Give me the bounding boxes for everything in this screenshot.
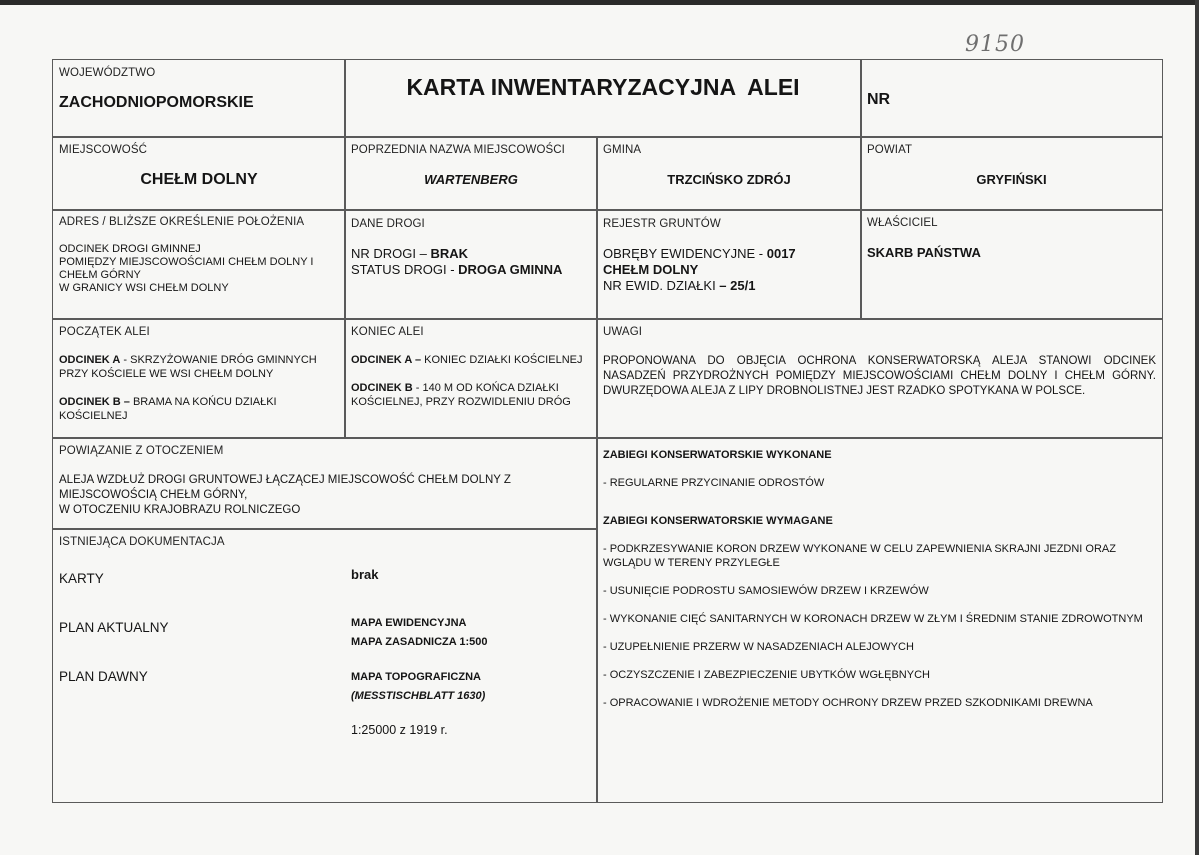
plan-dawny-label: PLAN DAWNY <box>59 669 148 684</box>
powiat-value: GRYFIŃSKI <box>976 172 1047 187</box>
scan-top-edge <box>0 0 1199 5</box>
miejscowosc-label: MIEJSCOWOŚĆ <box>59 144 147 156</box>
nr-drogi-prefix: NR DROGI – <box>351 246 431 261</box>
poczatek-odcinek-b-text: BRAMA NA KOŃCU DZIAŁKI KOŚCIELNEJ <box>59 396 277 422</box>
dzialki-prefix: NR EWID. DZIAŁKI <box>603 278 720 293</box>
gmina-label: GMINA <box>603 144 642 156</box>
miejscowosc-value: CHEŁM DOLNY <box>140 171 258 188</box>
status-drogi-prefix: STATUS DROGI - <box>351 262 459 277</box>
powiat-label: POWIAT <box>867 144 913 156</box>
zabiegi-wymagane-label: ZABIEGI KONSERWATORSKIE WYMAGANE <box>603 515 833 527</box>
koniec-odcinek-a <box>351 353 591 367</box>
gmina-cell <box>596 136 862 211</box>
poczatek-alei-label: POCZĄTEK ALEI <box>59 326 150 338</box>
powiazanie-text-2: W OTOCZENIU KRAJOBRAZU ROLNICZEGO <box>59 504 301 516</box>
gmina-value: TRZCIŃSKO ZDRÓJ <box>667 172 791 187</box>
adres-line-4: W GRANICY WSI CHEŁM DOLNY <box>59 282 229 294</box>
plan-dawny-line-2: (MESSTISCHBLATT 1630) <box>351 690 486 702</box>
wojewodztwo-value: ZACHODNIOPOMORSKIE <box>59 94 254 111</box>
uwagi-label: UWAGI <box>603 326 643 338</box>
zabiegi-wymagane-item: - UZUPEŁNIENIE PRZERW W NASADZENIACH ALEJOWYCH <box>603 641 914 653</box>
zabiegi-wymagane-item: - OCZYSZCZENIE I ZABEZPIECZENIE UBYTKÓW WGŁĘBNYCH <box>603 669 930 681</box>
obreby-line <box>603 246 855 262</box>
adres-label: ADRES / BLIŻSZE OKREŚLENIE POŁOŻENIA <box>59 216 305 228</box>
dane-drogi-cell <box>344 209 598 320</box>
karty-value: brak <box>351 567 379 582</box>
powiazanie-label: POWIĄZANIE Z OTOCZENIEM <box>59 445 224 457</box>
wlasciciel-label: WŁAŚCICIEL <box>867 217 938 229</box>
uwagi-cell <box>596 318 1163 439</box>
poczatek-alei-cell <box>52 318 346 439</box>
zabiegi-cell <box>596 437 1163 803</box>
koniec-alei-label: KONIEC ALEI <box>351 326 424 338</box>
zabiegi-wymagane-item: - WYKONANIE CIĘĆ SANITARNYCH W KORONACH DRZEW W ZŁYM I ŚREDNIM STANIE ZDROWOTNYM <box>603 613 1143 625</box>
plan-dawny-line-1: MAPA TOPOGRAFICZNA <box>351 671 481 683</box>
koniec-odcinek-a-text: KONIEC DZIAŁKI KOŚCIELNEJ <box>421 354 583 366</box>
scan-right-edge <box>1195 0 1199 855</box>
karty-label: KARTY <box>59 571 104 586</box>
nr-drogi-value: BRAK <box>430 246 469 261</box>
nr-drogi-line <box>351 246 591 262</box>
wojewodztwo-cell <box>52 59 346 138</box>
dzialki-value: – 25/1 <box>719 278 756 293</box>
poczatek-odcinek-a-text: - SKRZYŻOWANIE DRÓG GMINNYCH PRZY KOŚCIELE WE WSI CHEŁM DOLNY <box>59 354 317 380</box>
poczatek-odcinek-a-label: ODCINEK A <box>59 354 121 366</box>
wlasciciel-cell <box>860 209 1163 320</box>
poczatek-odcinek-b-label: ODCINEK B – <box>59 396 130 408</box>
adres-line-1: ODCINEK DROGI GMINNEJ <box>59 243 201 255</box>
poczatek-odcinek-b <box>59 395 339 423</box>
poprzednia-nazwa-cell <box>344 136 598 211</box>
powiat-cell <box>860 136 1163 211</box>
zabiegi-wymagane-item: - PODKRZESYWANIE KORON DRZEW WYKONANE W CELU ZAPEWNIENIA SKRAJNI JEZDNI ORAZ WGLĄDU W TERENY PRZYLEGŁE <box>603 543 1116 569</box>
powiazanie-cell <box>52 437 598 530</box>
uwagi-text: PROPONOWANA DO OBJĘCIA OCHRONA KONSERWATORSKĄ ALEJA STANOWI ODCINEK NASADZEŃ PRZYDROŻNYCH POMIĘDZY MIEJSCOWOŚCIAMI CHEŁM DOLNY I CHEŁM GÓRNY. DWURZĘDOWA ALEJA Z LIPY DROBNOLISTNEJ JEST RZADKO SPOTYKANA W POLSCE. <box>603 355 1156 397</box>
dokumentacja-cell <box>52 528 598 803</box>
obreby-value: 0017 <box>766 246 796 261</box>
zabiegi-wymagane-item: - OPRACOWANIE I WDROŻENIE METODY OCHRONY DRZEW PRZED SZKODNIKAMI DREWNA <box>603 697 1093 709</box>
dzialki-line <box>603 278 855 294</box>
koniec-odcinek-b-label: ODCINEK B <box>351 382 413 394</box>
page-title: KARTA INWENTARYZACYJNA ALEI <box>406 74 800 100</box>
koniec-odcinek-a-label: ODCINEK A – <box>351 354 422 366</box>
poczatek-odcinek-a <box>59 353 339 381</box>
poprzednia-nazwa-label: POPRZEDNIA NAZWA MIEJSCOWOŚCI <box>351 144 565 156</box>
nr-cell <box>860 59 1163 138</box>
poprzednia-nazwa-value: WARTENBERG <box>424 172 518 187</box>
wojewodztwo-label: WOJEWÓDZTWO <box>59 67 156 79</box>
koniec-odcinek-b <box>351 381 591 409</box>
adres-line-3: CHEŁM GÓRNY <box>59 269 141 281</box>
dokumentacja-label: ISTNIEJĄCA DOKUMENTACJA <box>59 536 225 548</box>
status-drogi-line <box>351 262 591 278</box>
obreby-name: CHEŁM DOLNY <box>603 262 699 277</box>
adres-line-2: POMIĘDZY MIEJSCOWOŚCIAMI CHEŁM DOLNY I <box>59 256 314 268</box>
obreby-prefix: OBRĘBY EWIDENCYJNE - <box>603 246 767 261</box>
plan-dawny-line-3: 1:25000 z 1919 r. <box>351 723 448 737</box>
zabiegi-wykonane-item: - REGULARNE PRZYCINANIE ODROSTÓW <box>603 477 825 489</box>
wlasciciel-value: SKARB PAŃSTWA <box>867 245 981 260</box>
rejestr-gruntow-label: REJESTR GRUNTÓW <box>603 218 721 230</box>
plan-aktualny-label: PLAN AKTUALNY <box>59 620 169 635</box>
adres-cell <box>52 209 346 320</box>
koniec-alei-cell <box>344 318 598 439</box>
zabiegi-wymagane-item: - USUNIĘCIE PODROSTU SAMOSIEWÓW DRZEW I KRZEWÓW <box>603 585 929 597</box>
title-cell <box>344 59 862 138</box>
status-drogi-value: DROGA GMINNA <box>458 262 563 277</box>
nr-label: NR <box>867 91 891 108</box>
dane-drogi-label: DANE DROGI <box>351 218 425 230</box>
handwritten-number: 9150 <box>965 32 1025 57</box>
powiazanie-text: ALEJA WZDŁUŻ DROGI GRUNTOWEJ ŁĄCZĄCEJ MIEJSCOWOŚĆ CHEŁM DOLNY Z MIEJSCOWOŚCIĄ CHEŁM GÓRNY, <box>59 474 511 501</box>
plan-aktualny-line-1: MAPA EWIDENCYJNA <box>351 617 467 629</box>
zabiegi-wykonane-label: ZABIEGI KONSERWATORSKIE WYKONANE <box>603 449 832 461</box>
koniec-odcinek-b-text: - 140 M OD KOŃCA DZIAŁKI KOŚCIELNEJ, PRZY ROZWIDLENIU DRÓG <box>351 382 571 408</box>
plan-aktualny-line-2: MAPA ZASADNICZA 1:500 <box>351 636 488 648</box>
rejestr-gruntow-cell <box>596 209 862 320</box>
miejscowosc-cell <box>52 136 346 211</box>
